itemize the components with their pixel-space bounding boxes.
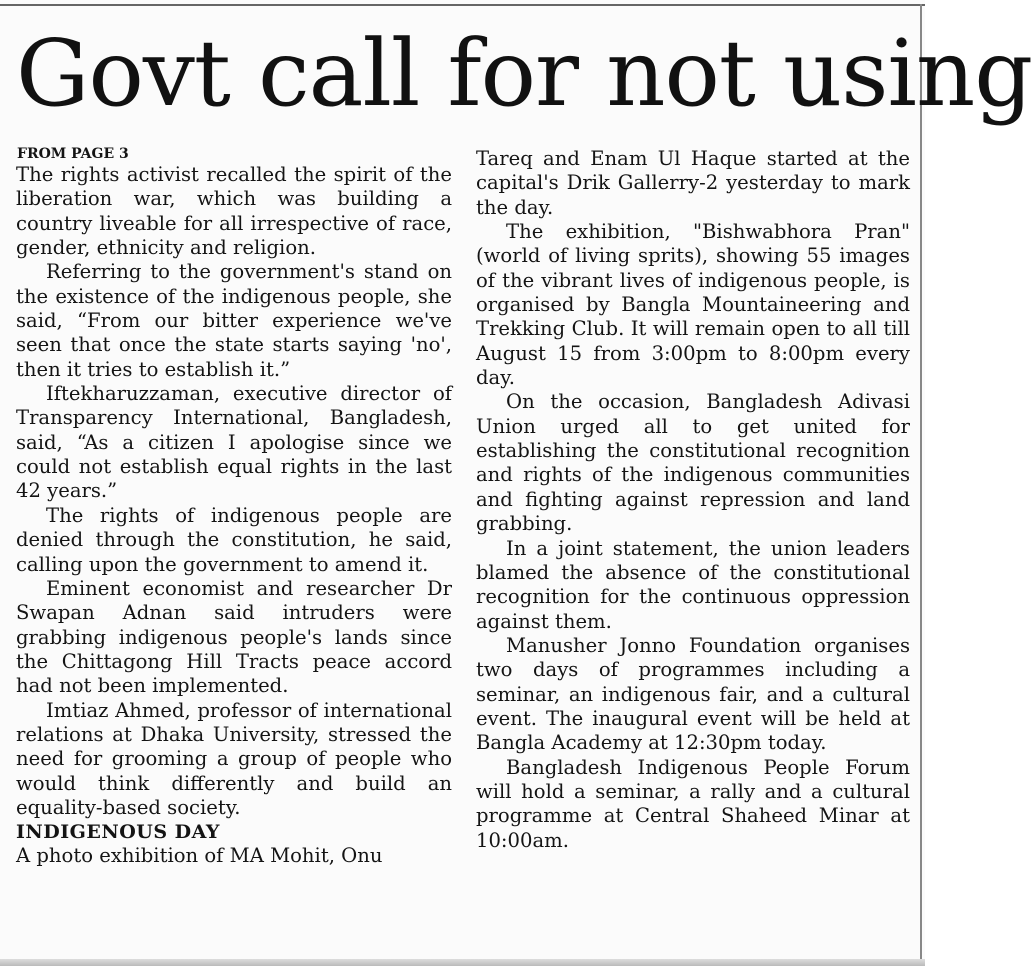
bottom-border bbox=[0, 959, 925, 966]
paragraph: A photo exhibition of MA Mohit, Onu bbox=[16, 844, 383, 868]
subhead-indigenous-day: INDIGENOUS DAY bbox=[16, 821, 220, 844]
paragraph: The rights activist recalled the spirit of the liberation war, which was building a country liveable for all irrespective of race, gender, ethnicity and religion. bbox=[16, 163, 452, 260]
left-column bbox=[16, 146, 452, 869]
right-column bbox=[476, 147, 910, 853]
paragraph: Eminent economist and researcher Dr Swapan Adnan said intruders were grabbing indigenous people's lands since the Chittagong Hill Tracts peace accord had not been implemented. bbox=[16, 576, 452, 698]
paragraph: The exhibition, "Bishwabhora Pran" (world of living sprits), showing 55 images of the vibrant lives of indigenous people, is organised by Bangla Mountaineering and Trekking Club. It will remain open to all till August 15 from 3:00pm to 8:00pm every day. bbox=[476, 220, 910, 390]
paragraph: The rights of indigenous people are denied through the constitution, he said, calling upon the government to amend it. bbox=[16, 503, 452, 576]
paragraph: Tareq and Enam Ul Haque started at the capital's Drik Gallerry-2 yesterday to mark the day. bbox=[476, 147, 910, 219]
paragraph: Iftekharuzzaman, executive director of Transparency International, Bangladesh, said, “As a citizen I apologise since we could not establish equal rights in the last 42 years.” bbox=[16, 382, 452, 503]
top-border-rule bbox=[0, 4, 925, 6]
kicker-from-page: FROM PAGE 3 bbox=[17, 146, 129, 162]
headline: Govt call for not using bbox=[16, 20, 1032, 127]
right-border-rule bbox=[920, 4, 922, 966]
paragraph: Referring to the government's stand on the existence of the indigenous people, she said, “From our bitter experience we've seen that once the state starts saying 'no', then it tries to establish it.” bbox=[16, 260, 452, 381]
paragraph: Imtiaz Ahmed, professor of international relations at Dhaka University, stressed the need for grooming a group of people who would think differently and build an equality-based society. bbox=[16, 698, 452, 819]
paragraph: On the occasion, Bangladesh Adivasi Union urged all to get united for establishing the constitutional recognition and rights of the indigenous communities and fighting against repression and land grabbing. bbox=[476, 390, 910, 536]
paragraph: In a joint statement, the union leaders blamed the absence of the constitutional recognition for the continuous oppression against them. bbox=[476, 536, 910, 633]
paragraph: Bangladesh Indigenous People Forum will hold a seminar, a rally and a cultural programme at Central Shaheed Minar at 10:00am. bbox=[476, 755, 910, 852]
paragraph: Manusher Jonno Foundation organises two days of programmes including a seminar, an indigenous fair, and a cultural event. The inaugural event will be held at Bangla Academy at 12:30pm today. bbox=[476, 633, 910, 755]
